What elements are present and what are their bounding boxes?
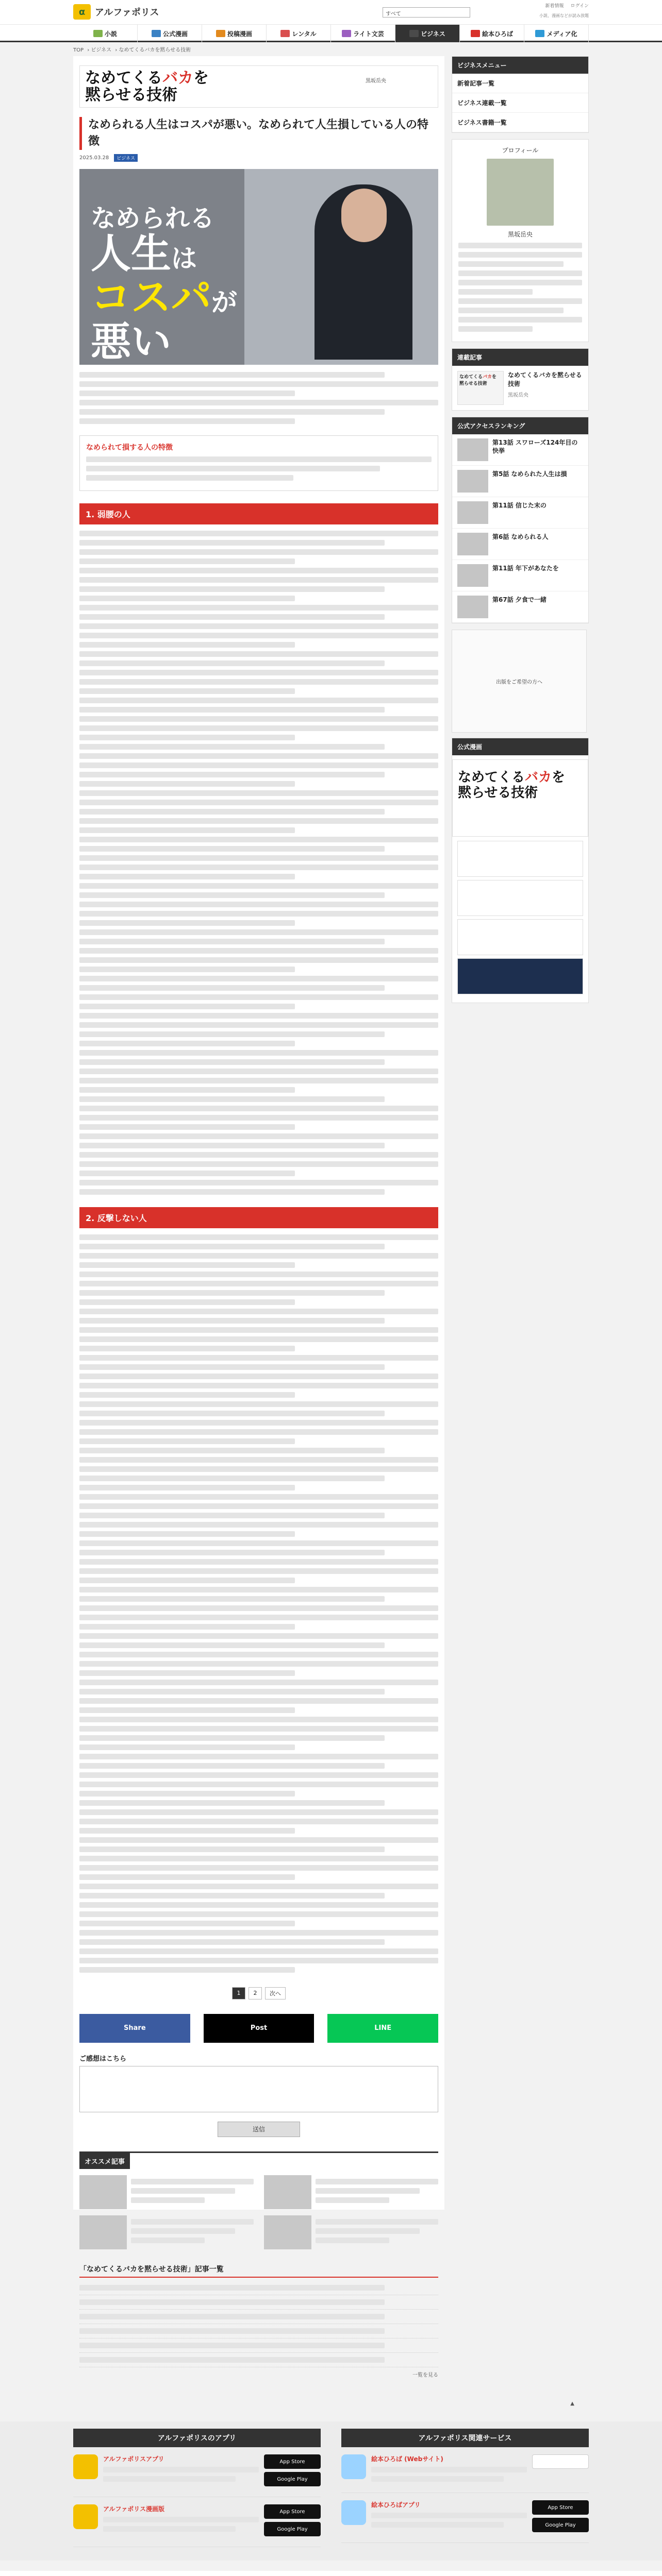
google-play-button[interactable]: Google Play <box>264 2472 321 2486</box>
related-more-link[interactable]: 一覧を見る <box>412 2372 438 2378</box>
ranking-heading: 公式アクセスランキング <box>452 417 588 434</box>
related-heading: 「なめてくるバカを黙らせる技術」記事一覧 <box>79 2264 438 2278</box>
ranking-thumbnail <box>457 533 488 555</box>
breadcrumb-series[interactable]: なめてくるバカを黙らせる技術 <box>119 47 191 53</box>
service-title-1: 絵本ひろば (Webサイト) <box>371 2455 443 2463</box>
breadcrumb-business[interactable]: ビジネス <box>91 47 112 53</box>
official-banner-d: 黙らせる技術 <box>458 785 538 801</box>
ranking-title: 第67話 夕食で一緒 <box>492 596 547 603</box>
nav-icon <box>280 30 290 37</box>
official-heading: 公式漫画 <box>452 738 588 755</box>
pickup-card[interactable] <box>79 2175 254 2209</box>
related-item[interactable] <box>79 2310 438 2324</box>
pickup-thumbnail <box>264 2215 311 2249</box>
banner-title-a: なめてくる <box>85 69 162 87</box>
submit-button[interactable]: 送信 <box>218 2122 300 2137</box>
facebook-share-button[interactable]: Share <box>79 2014 190 2043</box>
serial-thumb-d: 黙らせる技術 <box>459 381 487 386</box>
hero-image <box>79 169 438 365</box>
ranking-title: 第5話 なめられた人生は損 <box>492 470 567 478</box>
nav-icon <box>409 30 419 37</box>
ehon-web-button[interactable] <box>532 2454 589 2469</box>
ad-banner-2[interactable] <box>457 880 583 916</box>
google-play-button-2[interactable]: Google Play <box>264 2522 321 2536</box>
related-list <box>79 2264 438 2378</box>
ranking-item[interactable] <box>452 466 588 497</box>
nav-label: 小説 <box>104 30 117 38</box>
section-heading-1: 1. 弱腰の人 <box>79 503 438 524</box>
site-logo[interactable] <box>73 3 223 21</box>
nav-item-2[interactable] <box>202 25 267 42</box>
app-store-button[interactable]: App Store <box>264 2454 321 2469</box>
ranking-title: 第11話 年下があなたを <box>492 565 559 572</box>
banner-title-c: を <box>193 69 209 87</box>
tagline: 小説、漫画などが読み放題 <box>539 13 589 18</box>
top-bar <box>0 0 662 25</box>
pagination <box>79 1987 438 1999</box>
ehon-app-icon <box>341 2500 366 2525</box>
next-page[interactable]: 次へ <box>265 1987 286 1999</box>
serial-thumb-b: バカ <box>483 375 492 380</box>
page-top-link[interactable]: ▲ <box>570 2401 574 2406</box>
toc-box <box>79 435 438 491</box>
nav-label: ビジネス <box>421 30 445 38</box>
article-date: 2025.03.28 <box>79 155 109 161</box>
pickup-card[interactable] <box>264 2175 438 2209</box>
banner-author: 黒坂岳央 <box>366 78 386 84</box>
nav-icon <box>342 30 351 37</box>
logo-icon: α <box>73 4 91 20</box>
page-1[interactable]: 1 <box>232 1987 245 1999</box>
official-banner-a: なめてくる <box>458 770 525 785</box>
pickup-thumbnail <box>264 2175 311 2209</box>
hero-text-2b: は <box>171 243 197 274</box>
serial-box <box>452 348 589 411</box>
brand-name: アルファポリス <box>95 7 159 18</box>
nav-item-0[interactable] <box>73 25 138 42</box>
pickup-thumbnail <box>79 2175 127 2209</box>
nav-icon <box>93 30 103 37</box>
publish-ad[interactable] <box>452 630 587 733</box>
nav-icon <box>216 30 225 37</box>
author-name[interactable]: 黒坂岳央 <box>507 231 533 238</box>
banner-title-d: 黙らせる技術 <box>85 86 178 104</box>
breadcrumb-top[interactable]: TOP <box>73 47 84 53</box>
ehon-icon <box>341 2454 366 2479</box>
business-menu-heading: ビジネスメニュー <box>452 57 588 74</box>
ranking-thumbnail <box>457 438 488 461</box>
comment-heading: ご感想はこちら <box>79 2055 127 2063</box>
article-main <box>73 56 444 2378</box>
ranking-thumbnail <box>457 501 488 524</box>
serial-title[interactable]: なめてくるバカを黙らせる技術 <box>508 371 582 387</box>
ad-banner-3[interactable] <box>457 919 583 955</box>
hero-text-3b: が <box>211 287 238 318</box>
main-nav <box>0 25 662 42</box>
publish-button: 出版をご希望の方へ <box>496 679 542 685</box>
apps-section <box>0 2421 662 2561</box>
related-item[interactable] <box>79 2338 438 2353</box>
news-link[interactable]: 新着情報 <box>545 4 564 9</box>
ranking-title: 第11話 信じた末の <box>492 502 547 509</box>
app-store-button-2[interactable]: App Store <box>264 2504 321 2519</box>
nav-item-6[interactable] <box>460 25 524 42</box>
pickup-heading: オススメ記事 <box>79 2153 130 2169</box>
ranking-item[interactable] <box>452 497 588 529</box>
app-title-2: アルファポリス漫画版 <box>103 2505 165 2513</box>
nav-item-3[interactable] <box>267 25 331 42</box>
hero-text-3: コスパ <box>91 275 212 321</box>
hero-text-4: 悪い <box>91 319 172 365</box>
ranking-title: 第6話 なめられる人 <box>492 533 549 540</box>
ad-banner-4[interactable] <box>457 958 583 994</box>
section-1-body <box>79 531 438 1195</box>
login-link[interactable]: ログイン <box>570 4 589 9</box>
nav-item-1[interactable] <box>138 25 202 42</box>
hero-text-1: なめられる <box>91 204 215 233</box>
nav-label: ライト文芸 <box>353 30 384 38</box>
menu-new-articles[interactable]: 新着記事一覧 <box>452 74 588 93</box>
x-post-button[interactable]: Post <box>204 2014 315 2043</box>
article-title: なめられる人生はコスパが悪い。なめられて人生損している人の特徴 <box>79 117 438 150</box>
line-share-button[interactable]: LINE <box>327 2014 438 2043</box>
social-links <box>0 2571 662 2576</box>
related-item[interactable] <box>79 2295 438 2310</box>
apps-right-heading: アルファポリス関連サービス <box>341 2429 589 2447</box>
share-buttons <box>79 2014 438 2043</box>
ranking-item[interactable] <box>452 529 588 560</box>
ranking-box <box>452 417 589 623</box>
nav-label: 投稿漫画 <box>227 30 252 38</box>
section-2-body <box>79 1234 438 1973</box>
nav-item-4[interactable] <box>331 25 395 42</box>
ad-banner-1[interactable] <box>457 841 583 877</box>
nav-label: 絵本ひろば <box>482 30 513 38</box>
official-banner[interactable] <box>452 759 588 837</box>
business-menu <box>452 56 589 133</box>
ranking-thumbnail <box>457 564 488 587</box>
nav-icon <box>152 30 161 37</box>
series-banner[interactable] <box>79 65 438 108</box>
ranking-thumbnail <box>457 596 488 618</box>
app-store-button-3[interactable]: App Store <box>532 2500 589 2515</box>
related-item[interactable] <box>79 2353 438 2367</box>
related-item[interactable] <box>79 2324 438 2338</box>
app-icon <box>73 2454 98 2479</box>
nav-label: メディア化 <box>547 30 577 38</box>
banner-title-b: バカ <box>162 69 193 87</box>
apps-left-heading: アルファポリスのアプリ <box>73 2429 321 2447</box>
pickup-card[interactable] <box>79 2215 254 2249</box>
search-select[interactable]: すべて <box>383 7 470 18</box>
ranking-title: 第13話 スワローズ124年目の快挙 <box>492 439 578 455</box>
nav-icon <box>471 30 480 37</box>
pickup-card[interactable] <box>264 2215 438 2249</box>
sidebar <box>452 56 589 1009</box>
service-title-2: 絵本ひろばアプリ <box>371 2501 421 2509</box>
serial-thumbnail[interactable] <box>457 371 504 405</box>
category-badge[interactable]: ビジネス <box>114 154 138 162</box>
menu-books-list[interactable]: ビジネス書籍一覧 <box>452 113 588 132</box>
section-heading-2: 2. 反撃しない人 <box>79 1207 438 1228</box>
serial-author: 黒坂岳央 <box>508 392 528 398</box>
breadcrumb: TOP › ビジネス › なめてくるバカを黙らせる技術 <box>73 47 191 53</box>
profile-box <box>452 139 589 342</box>
nav-item-5[interactable] <box>395 25 460 42</box>
ranking-item[interactable] <box>452 560 588 591</box>
ranking-item[interactable] <box>452 434 588 466</box>
ranking-item[interactable] <box>452 591 588 623</box>
related-item[interactable] <box>79 2281 438 2295</box>
manga-app-icon <box>73 2504 98 2529</box>
official-manga-box <box>452 738 589 1003</box>
pickup-section <box>79 2151 438 2249</box>
nav-label: 公式漫画 <box>162 30 188 38</box>
profile-heading: プロフィール <box>502 147 539 154</box>
nav-item-7[interactable] <box>524 25 589 42</box>
comment-textarea[interactable] <box>79 2066 438 2112</box>
toc-heading: なめられて損する人の特徴 <box>86 443 173 452</box>
pickup-thumbnail <box>79 2215 127 2249</box>
serial-thumb-c: を <box>492 375 497 380</box>
nav-label: レンタル <box>292 30 317 38</box>
serial-heading: 連載記事 <box>452 349 588 366</box>
official-banner-b: バカ <box>525 770 552 785</box>
ranking-thumbnail <box>457 470 488 493</box>
page-2[interactable]: 2 <box>249 1987 262 1999</box>
menu-series-list[interactable]: ビジネス連載一覧 <box>452 93 588 113</box>
official-banner-c: を <box>552 770 566 785</box>
google-play-button-3[interactable]: Google Play <box>532 2518 589 2532</box>
hero-text-2a: 人生 <box>91 230 172 277</box>
nav-icon <box>535 30 544 37</box>
serial-thumb-a: なめてくる <box>459 375 483 380</box>
intro-text <box>79 372 438 424</box>
app-title-1: アルファポリスアプリ <box>103 2455 164 2463</box>
comment-form <box>79 2053 438 2137</box>
author-avatar <box>487 159 554 226</box>
